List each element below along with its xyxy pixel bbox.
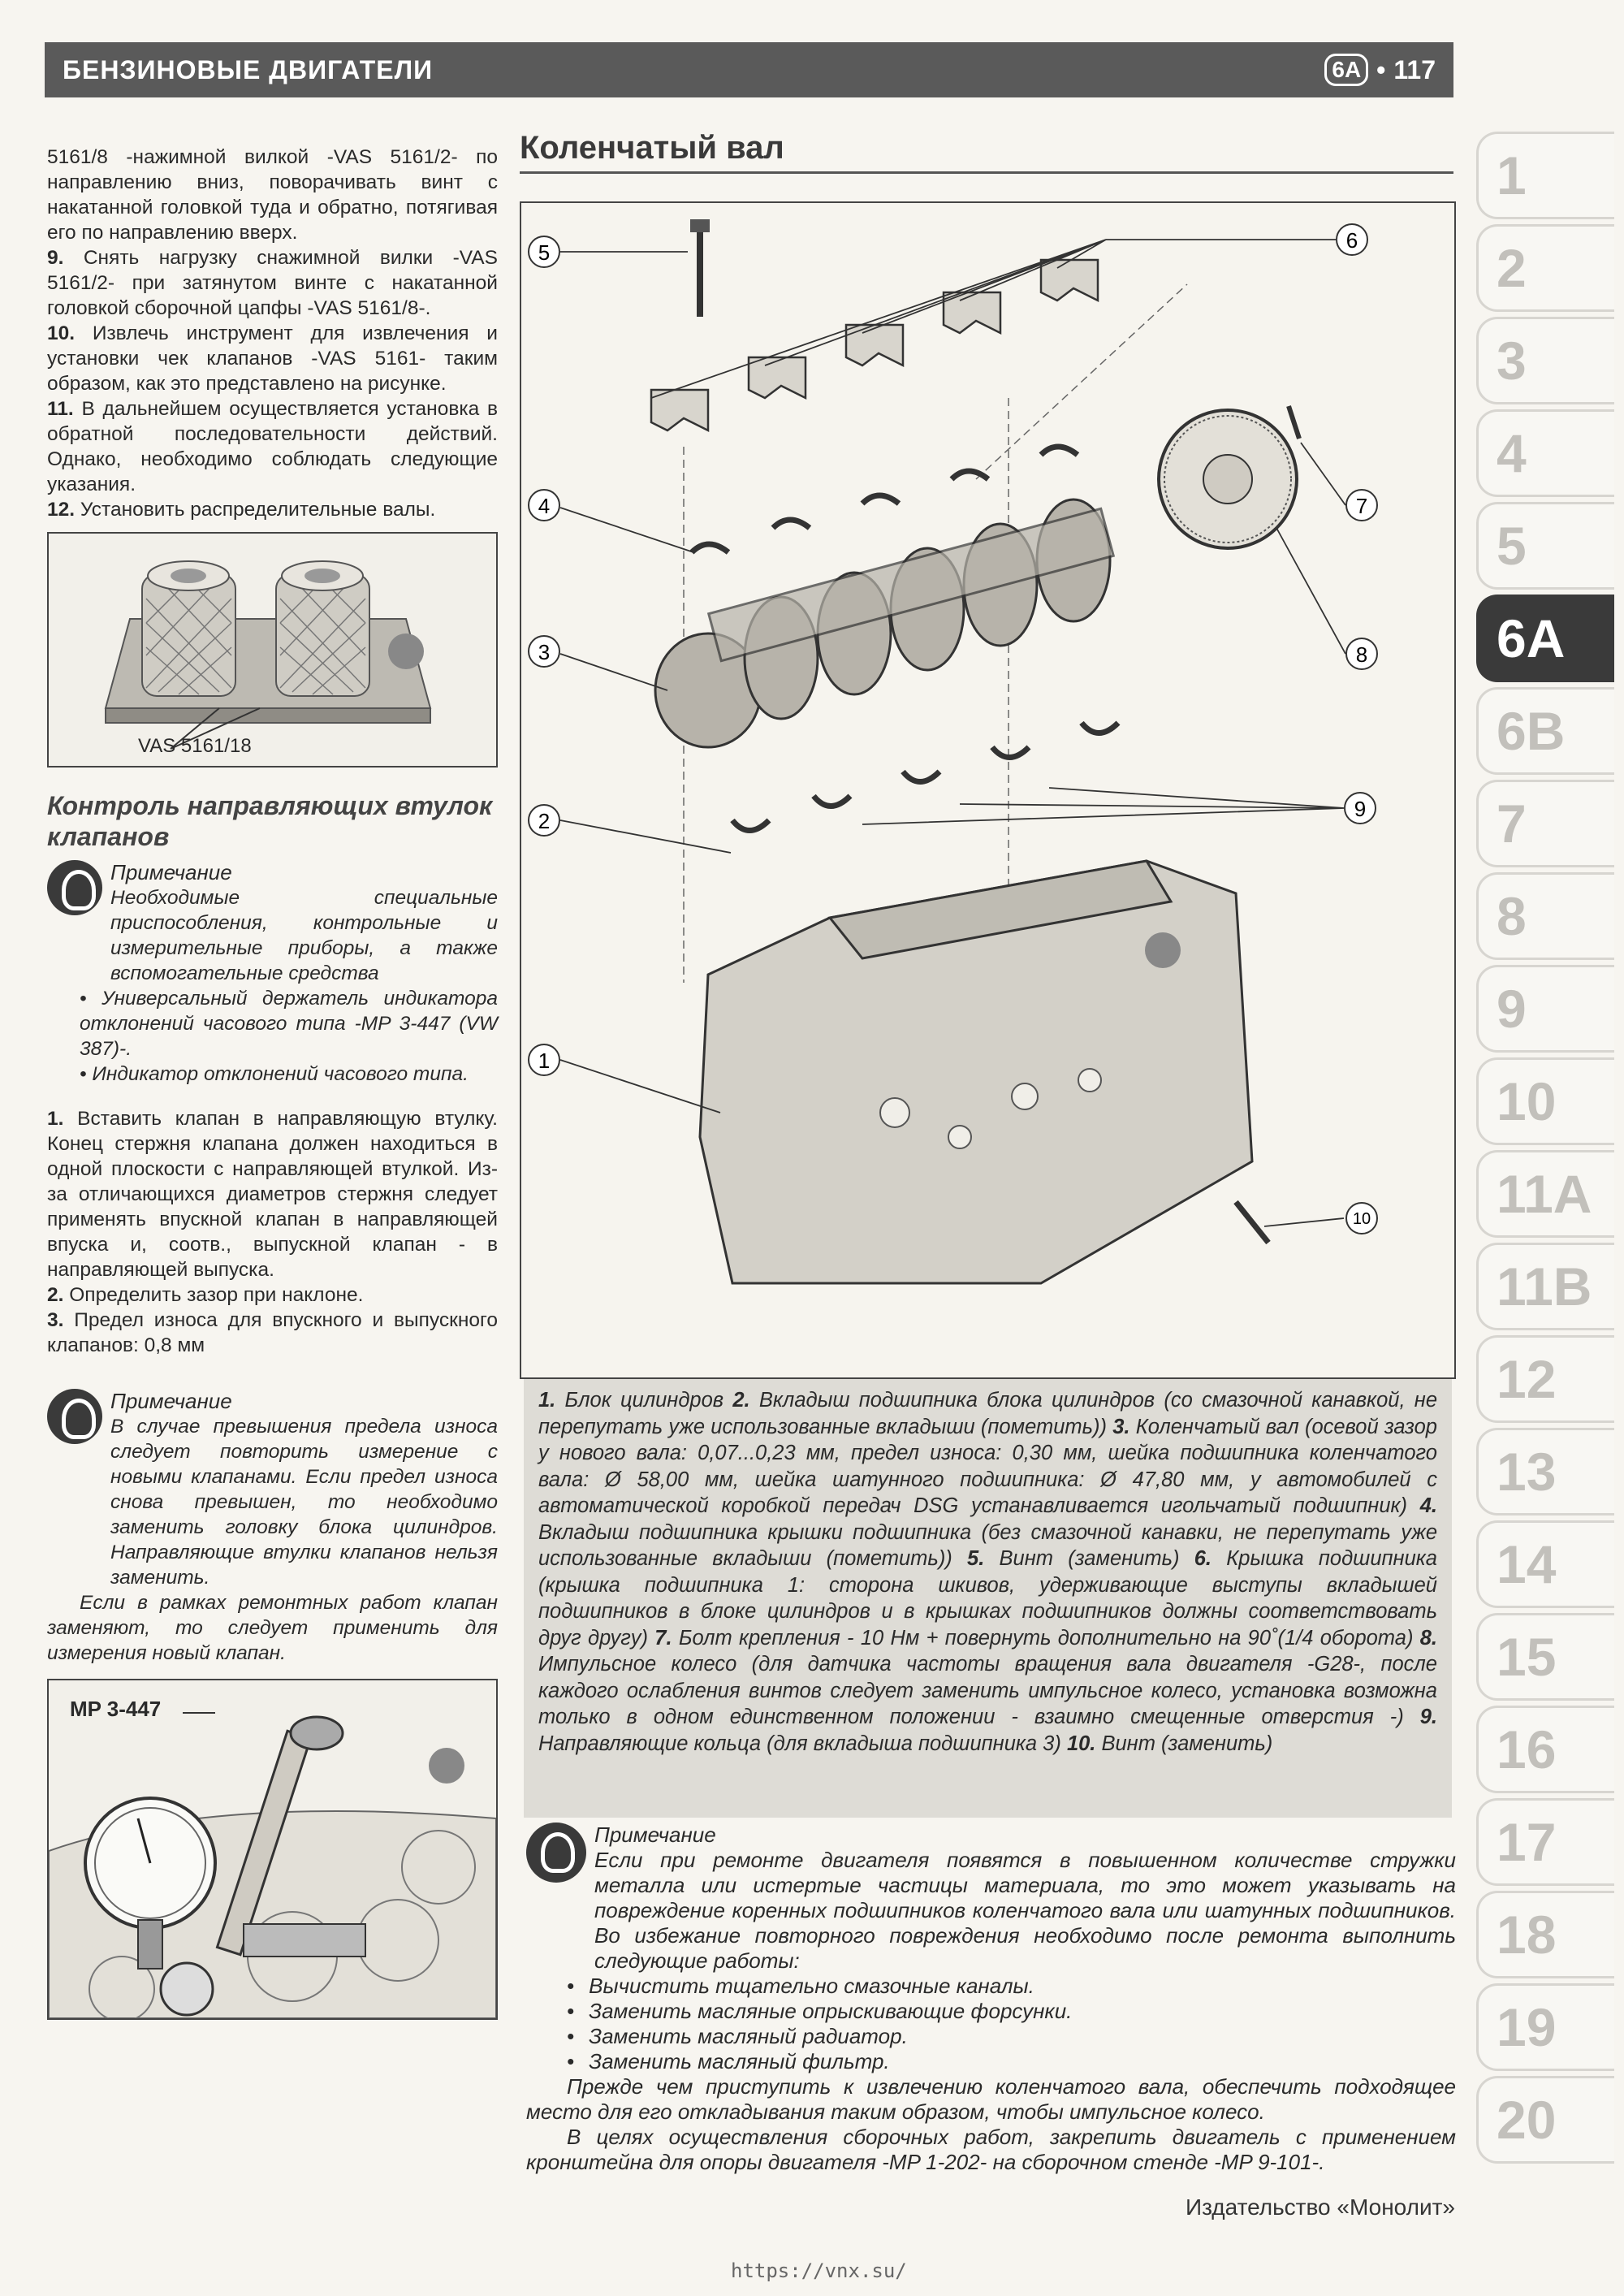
tab-chapter-2[interactable]: 2 xyxy=(1476,224,1614,312)
note-text: Если при ремонте двигателя появятся в повышенном количестве стружки металла или истертые частицы материала, то это может указывать на повреждение коренных подшипников коленчатого вала или шатунных подшипников. Во избежание повторного повреждения необходимо после ремонта выполнить следующие работы: xyxy=(594,1848,1456,1973)
legend-item-8: 8. Импульсное колесо (для датчика частоты вращения вала двигателя -G28-, после каждого ослабления винтов следует заменить импульсное колесо, установка возможна только в одном единственном положении - взаимно смещенные отверстия -) xyxy=(538,1626,1437,1728)
step-1: 1. Вставить клапан в направляющую втулку. Конец стержня клапана должен находиться в одной плоскости с направляющей втулкой. Из-за отличающихся диаметров стержня следует применять впускной клапан в направляющей впуска и, соотв., выпускной клапан - в направляющей выпуска. xyxy=(47,1108,498,1281)
tab-chapter-10[interactable]: 10 xyxy=(1476,1057,1614,1145)
tab-chapter-7[interactable]: 7 xyxy=(1476,780,1614,867)
callout-2 xyxy=(529,805,559,836)
indicator-illustration xyxy=(49,1680,496,2018)
step-11: 11. В дальнейшем осуществляется установка в обратной последовательности действий. Однако, необходимо соблюдать следующие указания. xyxy=(47,398,498,495)
crankshaft-exploded-diagram xyxy=(520,201,1456,1379)
note-block xyxy=(47,1389,498,1590)
publisher-logo-icon xyxy=(388,633,424,669)
note-text: Если в рамках ремонтных работ клапан заменяют, то следует применить для измерения новый клапан. xyxy=(47,1592,498,1664)
legend-item-5: 5. Винт (заменить) xyxy=(967,1547,1194,1570)
legend-item-9: 9. Направляющие кольца (для вкладыша подшипника 3) xyxy=(538,1706,1437,1755)
callout-6 xyxy=(1337,224,1367,255)
tool-illustration xyxy=(49,534,496,766)
publisher-logo-icon xyxy=(1145,932,1181,968)
chapter-tabs xyxy=(1476,132,1624,2168)
note-text: Прежде чем приступить к извлечению коленчатого вала, обеспечить подходящее место для его откладывания таким образом, чтобы импульсное колесо. xyxy=(526,2074,1456,2124)
callout-5 xyxy=(529,236,559,267)
legend-item-6: 6. Крышка подшипника (крышка подшипника 1: сторона шкивов, удерживающие выступы вкладышей подшипников в блоке цилиндров и в крышках подшипников должны соответствовать друг другу) xyxy=(538,1547,1437,1650)
tab-chapter-9[interactable]: 9 xyxy=(1476,965,1614,1053)
figure-label: MP 3-447 xyxy=(70,1697,162,1721)
publisher-footer: Издательство «Монолит» xyxy=(1185,2194,1455,2220)
crankshaft-note xyxy=(526,1816,1456,2175)
step-2: 2. Определить зазор при наклоне. xyxy=(47,1284,364,1306)
note-text: В случае превышения предела износа следует повторить измерение с новыми клапанами. Если предел износа снова превышен, то необходимо заменить головку блока цилиндров. Направляющие втулки клапанов нельзя заменить. xyxy=(110,1416,498,1589)
subsection-title: Контроль направляющих втулок клапанов xyxy=(47,791,493,851)
tab-chapter-3[interactable]: 3 xyxy=(1476,317,1614,404)
tab-chapter-14[interactable]: 14 xyxy=(1476,1520,1614,1608)
step-10: 10. Извлечь инструмент для извлечения и установки чек клапанов -VAS 5161- таким образом, как это представлено на рисунке. xyxy=(47,322,498,395)
svg-text:6: 6 xyxy=(1345,228,1358,253)
svg-text:8: 8 xyxy=(1355,642,1368,667)
svg-text:4: 4 xyxy=(538,494,551,518)
diagram-legend xyxy=(524,1379,1452,1818)
legend-item-1: 1. Блок цилиндров xyxy=(538,1389,733,1412)
step-3: 3. Предел износа для впускного и выпускного клапанов: 0,8 мм xyxy=(47,1309,498,1356)
tab-chapter-18[interactable]: 18 xyxy=(1476,1891,1614,1978)
lightbulb-icon xyxy=(526,1823,586,1883)
callout-8 xyxy=(1346,638,1377,669)
callout-1 xyxy=(529,1044,559,1075)
chapter-badge: 6А xyxy=(1324,54,1368,86)
source-url[interactable]: https://vnx.su/ xyxy=(731,2259,907,2282)
tab-chapter-12[interactable]: 12 xyxy=(1476,1335,1614,1423)
tab-chapter-16[interactable]: 16 xyxy=(1476,1706,1614,1793)
section-main-title: Коленчатый вал xyxy=(520,130,1453,174)
list-item: • Вычистить тщательно смазочные каналы. xyxy=(567,1974,1456,1999)
svg-text:10: 10 xyxy=(1352,1210,1371,1228)
left-column xyxy=(47,145,498,2020)
tab-chapter-1[interactable]: 1 xyxy=(1476,132,1614,219)
callout-7 xyxy=(1346,490,1377,521)
page-number: 6А • 117 xyxy=(1324,54,1436,86)
section-title: БЕНЗИНОВЫЕ ДВИГАТЕЛИ xyxy=(63,54,434,84)
right-column-header xyxy=(520,130,1453,174)
note-title: Примечание xyxy=(110,860,232,884)
note-title: Примечание xyxy=(594,1823,716,1847)
note-block xyxy=(47,860,498,986)
paragraph: 5161/8 -нажимной вилкой -VAS 5161/2- по направлению вниз, поворачивать винт с накатанной головкой туда и обратно, потягивая его по направлению вверх. xyxy=(47,146,498,244)
tab-chapter-19[interactable]: 19 xyxy=(1476,1983,1614,2071)
tab-chapter-13[interactable]: 13 xyxy=(1476,1428,1614,1516)
figure-vas-5161-18 xyxy=(47,532,498,767)
tab-chapter-4[interactable]: 4 xyxy=(1476,409,1614,497)
note-text: В целях осуществления сборочных работ, закрепить двигатель с применением кронштейна для опоры двигателя -MP 1-202- на сборочном стенде -MP 9-101-. xyxy=(526,2125,1456,2174)
lightbulb-icon xyxy=(47,860,102,915)
lightbulb-icon xyxy=(47,1389,102,1444)
tab-chapter-11a[interactable]: 11A xyxy=(1476,1150,1614,1238)
callout-10 xyxy=(1346,1203,1377,1234)
step-12: 12. Установить распределительные валы. xyxy=(47,499,436,521)
note-title: Примечание xyxy=(110,1389,232,1413)
svg-text:2: 2 xyxy=(538,809,551,833)
svg-text:1: 1 xyxy=(538,1049,551,1073)
figure-mp-3-447 xyxy=(47,1679,498,2020)
list-item: • Заменить масляный фильтр. xyxy=(567,2049,1456,2074)
tab-chapter-11b[interactable]: 11B xyxy=(1476,1243,1614,1330)
note-bullet: • Индикатор отклонений часового типа. xyxy=(80,1063,469,1085)
figure-label: VAS 5161/18 xyxy=(138,735,252,757)
step-9: 9. Снять нагрузку снажимной вилки -VAS 5161/2- при затянутом винте с накатанной головкой сборочной цапфы -VAS 5161/8-. xyxy=(47,247,498,319)
publisher-logo-icon xyxy=(429,1748,464,1784)
page-number-value: 117 xyxy=(1393,54,1436,84)
page-header xyxy=(45,42,1453,97)
svg-text:5: 5 xyxy=(538,240,551,265)
tab-chapter-6a[interactable]: 6A xyxy=(1476,595,1614,682)
legend-item-10: 10. Винт (заменить) xyxy=(1066,1732,1273,1755)
note-text: Необходимые специальные приспособления, контрольные и измерительные приборы, а также вспомогательные средства xyxy=(110,887,498,984)
tab-chapter-17[interactable]: 17 xyxy=(1476,1798,1614,1886)
svg-text:3: 3 xyxy=(538,640,551,664)
callout-3 xyxy=(529,636,559,667)
tab-chapter-8[interactable]: 8 xyxy=(1476,872,1614,960)
legend-item-4: 4. Вкладыш подшипника крышки подшипника (без смазочной канавки, не перепутать уже использованные вкладыши (пометить)) xyxy=(538,1494,1437,1570)
tab-chapter-6b[interactable]: 6B xyxy=(1476,687,1614,775)
tab-chapter-20[interactable]: 20 xyxy=(1476,2076,1614,2164)
legend-item-7: 7. Болт крепления - 10 Нм + повернуть дополнительно на 90˚(1/4 оборота) xyxy=(654,1626,1420,1650)
tab-chapter-5[interactable]: 5 xyxy=(1476,502,1614,590)
list-item: • Заменить масляные опрыскивающие форсунки. xyxy=(567,1999,1456,2024)
list-item: • Заменить масляный радиатор. xyxy=(567,2024,1456,2049)
callout-9 xyxy=(1345,793,1376,824)
tab-chapter-15[interactable]: 15 xyxy=(1476,1613,1614,1701)
note-list xyxy=(526,1974,1456,2074)
svg-text:7: 7 xyxy=(1355,494,1368,518)
callout-4 xyxy=(529,490,559,521)
crankshaft-diagram-svg xyxy=(521,203,1454,1377)
legend-item-2: 2. Вкладыш подшипника блока цилиндров (со смазочной канавкой, не перепутать уже использованные вкладыши (пометить)) xyxy=(538,1389,1437,1438)
note-bullet: • Универсальный держатель индикатора отклонений часового типа -MP 3-447 (VW 387)-. xyxy=(80,988,498,1060)
legend-item-3: 3. Коленчатый вал (осевой зазор у нового вала: 0,07...0,23 мм, предел износа: 0,30 мм, шейка подшипника коленчатого вала: Ø 58,00 мм, шейка шатунного подшипника: Ø 47,80 мм, у автомобилей с автоматической коробкой передач DSG устанавливается игольчатый подшипник) xyxy=(538,1415,1437,1517)
svg-text:9: 9 xyxy=(1354,797,1367,821)
